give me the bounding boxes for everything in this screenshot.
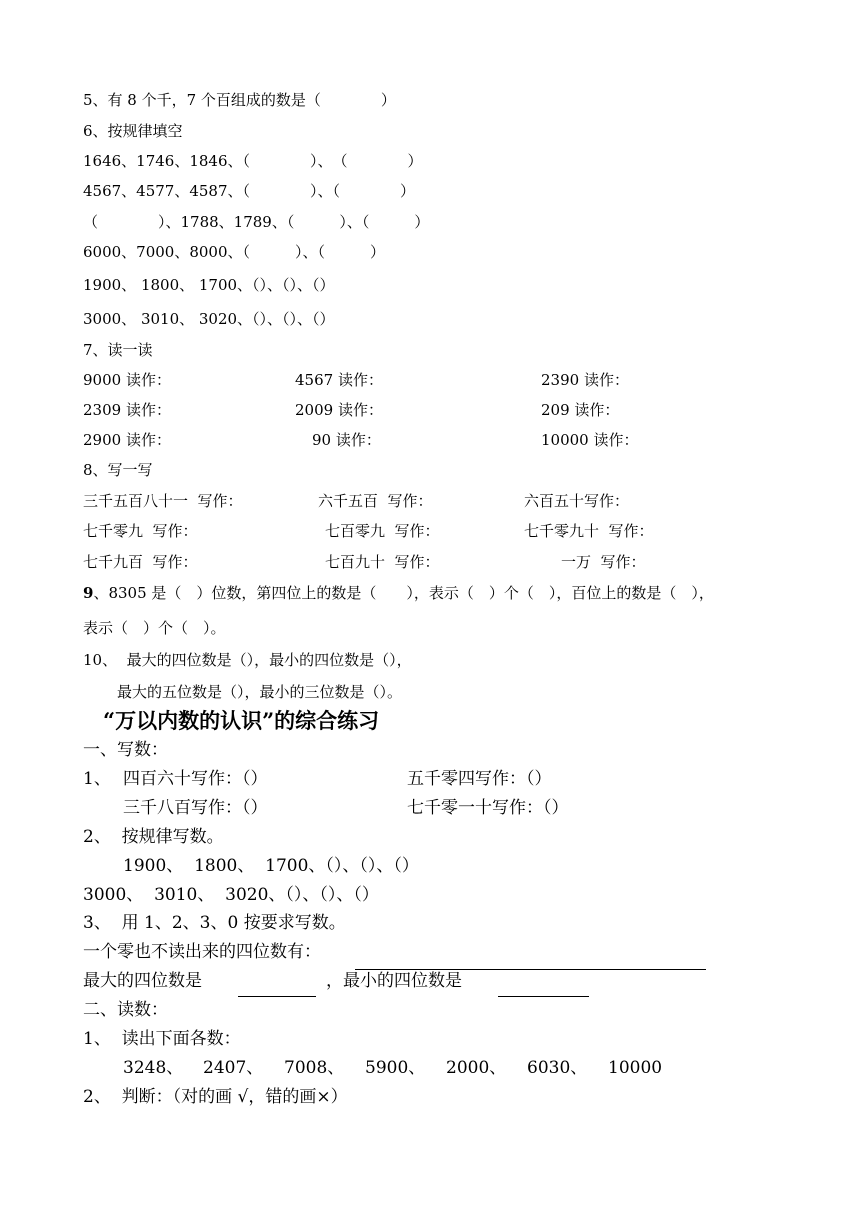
answer-blank-line <box>498 996 589 997</box>
write-q1-item: 七千零一十写作：（） <box>407 798 569 818</box>
pattern-row-6: 3000、 3010、 3020、（）、（）、（） <box>83 310 335 328</box>
read-number: 2407、 <box>203 1058 264 1078</box>
write-q3-min-label: ，最小的四位数是 <box>326 971 462 991</box>
write-item: 一万 写作： <box>561 553 646 571</box>
read-number: 5900、 <box>365 1058 426 1078</box>
read-item: 2390 读作： <box>541 371 629 389</box>
write-item: 七百零九 写作： <box>325 522 440 540</box>
write-item: 三千五百八十一 写作： <box>83 492 243 510</box>
read-q2-title: 2、 判断：（对的画 √，错的画×） <box>83 1087 348 1107</box>
pattern-row-2: 4567、4577、4587、（ ）、（ ） <box>83 182 416 200</box>
read-item: 90 读作： <box>312 431 381 449</box>
read-item: 10000 读作： <box>541 431 639 449</box>
question-6-title: 6、按规律填空 <box>83 122 183 140</box>
write-item: 七千九百 写作： <box>83 553 198 571</box>
question-5: 5、有 8 个千，7 个百组成的数是（ ） <box>83 91 396 109</box>
question-9-line-1 <box>83 586 714 601</box>
question-8-title: 8、写一写 <box>83 461 153 479</box>
question-10-line-2: 最大的五位数是（），最小的三位数是（）。 <box>117 683 403 701</box>
read-item: 2309 读作： <box>83 401 171 419</box>
write-item: 七千零九 写作： <box>83 522 198 540</box>
question-10-line-1: 10、 最大的四位数是（），最小的四位数是（）， <box>83 651 412 669</box>
write-q1-item: 五千零四写作：（） <box>407 769 552 789</box>
question-9-text: 、8305 是（ ）位数，第四位上的数是（ ），表示（ ）个（ ），百位上的数是（ ）， <box>93 584 714 602</box>
write-q1-item: 四百六十写作：（） <box>123 769 268 789</box>
write-q3-title: 3、 用 1、2、3、0 按要求写数。 <box>83 913 346 933</box>
pattern-row-3: （ ）、1788、1789、（ ）、（ ） <box>83 213 430 231</box>
question-9-line-2: 表示（ ）个（ ）。 <box>83 619 226 637</box>
write-q3-line-1: 一个零也不读出来的四位数有： <box>83 942 321 962</box>
read-number: 6030、 <box>527 1058 588 1078</box>
write-q1-number: 1、 <box>83 769 111 789</box>
question-7-title: 7、读一读 <box>83 341 153 359</box>
read-item: 4567 读作： <box>295 371 383 389</box>
section-1-heading: 一、写数： <box>83 740 168 760</box>
write-item: 六百五十写作： <box>524 492 630 510</box>
read-item: 209 读作： <box>541 401 620 419</box>
section-2-heading: 二、读数： <box>83 1000 168 1020</box>
read-number: 7008、 <box>284 1058 345 1078</box>
write-q1-item: 三千八百写作：（） <box>123 798 268 818</box>
read-item: 9000 读作： <box>83 371 171 389</box>
pattern-row-5: 1900、 1800、 1700、（）、（）、（） <box>83 276 335 294</box>
read-q1-title: 1、 读出下面各数： <box>83 1029 241 1049</box>
write-item: 七百九十 写作： <box>325 553 440 571</box>
pattern-row-1: 1646、1746、1846、（ ）、 （ ） <box>83 152 423 170</box>
write-q2-row: 1900、 1800、 1700、（）、（）、（） <box>123 856 419 876</box>
write-q2-row: 3000、 3010、 3020、（）、（）、（） <box>83 885 379 905</box>
read-number: 2000、 <box>446 1058 507 1078</box>
read-item: 2900 读作： <box>83 431 171 449</box>
read-number: 10000 <box>608 1058 663 1078</box>
pattern-row-4: 6000、7000、8000、（ ）、（ ） <box>83 243 386 261</box>
write-q2-title: 2、 按规律写数。 <box>83 827 224 847</box>
write-item: 六千五百 写作： <box>318 492 433 510</box>
write-item: 七千零九十 写作： <box>524 522 654 540</box>
exercise-title: “万以内数的认识”的综合练习 <box>103 708 380 733</box>
write-q3-max-label: 最大的四位数是 <box>83 971 202 991</box>
read-item: 2009 读作： <box>295 401 383 419</box>
question-9-number: 9 <box>83 584 94 602</box>
answer-blank-line <box>355 969 706 970</box>
read-number: 3248、 <box>123 1058 184 1078</box>
answer-blank-line <box>238 996 316 997</box>
